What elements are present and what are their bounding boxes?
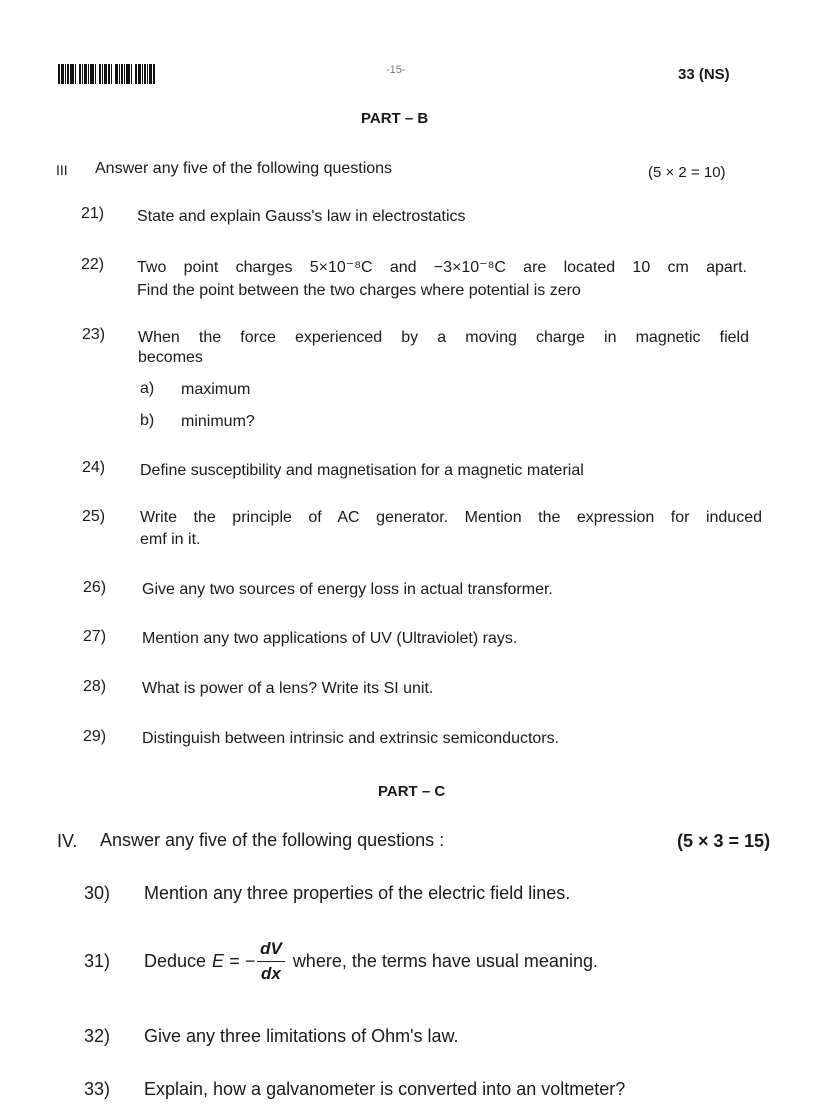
question-text: Define susceptibility and magnetisation for a magnetic material xyxy=(140,462,584,479)
question-number: 25) xyxy=(82,508,106,525)
question-text: Deduce xyxy=(144,950,207,971)
question-number: 29) xyxy=(83,728,107,745)
question-number: 26) xyxy=(83,579,107,596)
question-number: 33) xyxy=(84,1079,111,1099)
question-text: Give any two sources of energy loss in actual transformer. xyxy=(142,581,553,598)
sub-option-text: maximum xyxy=(181,381,251,398)
question-text: where, the terms have usual meaning. xyxy=(292,950,598,971)
question-number: 28) xyxy=(83,678,107,695)
formula-lhs: E = − xyxy=(212,950,256,971)
question-number: 23) xyxy=(82,326,106,343)
question-text-line: emf in it. xyxy=(140,531,201,548)
question-number: 22) xyxy=(81,256,105,273)
question-number: 31) xyxy=(84,951,111,971)
question-number: 27) xyxy=(83,628,107,645)
sub-option-text: minimum? xyxy=(181,413,255,430)
part-b-title: PART – B xyxy=(361,110,429,127)
question-number: 30) xyxy=(84,883,111,903)
page-number: -15- xyxy=(386,64,406,76)
part-c-marks: (5 × 3 = 15) xyxy=(677,831,771,851)
question-text-line: When the force experienced by a moving charge in magnetic field xyxy=(138,329,749,346)
paper-code: 33 (NS) xyxy=(678,66,730,83)
formula-denominator: dx xyxy=(261,963,281,983)
part-b-instruction: Answer any five of the following questions xyxy=(95,160,393,177)
formula-fraction xyxy=(257,940,285,983)
question-text: Mention any two applications of UV (Ultraviolet) rays. xyxy=(142,630,518,647)
barcode xyxy=(58,64,156,84)
question-number: 24) xyxy=(82,459,106,476)
part-b-marks: (5 × 2 = 10) xyxy=(648,164,726,181)
sub-option-label: a) xyxy=(140,380,155,397)
section-iv-label: IV. xyxy=(57,831,78,851)
question-text: Mention any three properties of the electric field lines. xyxy=(144,883,571,903)
question-text-line: becomes xyxy=(138,349,203,366)
section-iii-label: III xyxy=(56,162,68,178)
question-text-line: Two point charges 5×10⁻⁸C and −3×10⁻⁸C are located 10 cm apart. xyxy=(137,259,747,276)
question-text-line: Find the point between the two charges where potential is zero xyxy=(137,282,581,299)
question-text: Explain, how a galvanometer is converted into an voltmeter? xyxy=(144,1079,626,1099)
question-number: 21) xyxy=(81,205,105,222)
question-text: Give any three limitations of Ohm's law. xyxy=(144,1026,459,1046)
sub-option-label: b) xyxy=(140,412,155,429)
question-text-line: Write the principle of AC generator. Mention the expression for induced xyxy=(140,509,762,526)
formula-numerator: dV xyxy=(257,940,285,962)
question-text: State and explain Gauss's law in electrostatics xyxy=(137,208,466,225)
question-text: What is power of a lens? Write its SI unit. xyxy=(142,680,434,697)
question-number: 32) xyxy=(84,1026,111,1046)
question-text: Distinguish between intrinsic and extrinsic semiconductors. xyxy=(142,730,560,747)
part-c-instruction: Answer any five of the following questions : xyxy=(100,830,445,850)
question-formula-row xyxy=(144,934,774,988)
part-c-title: PART – C xyxy=(378,783,446,800)
